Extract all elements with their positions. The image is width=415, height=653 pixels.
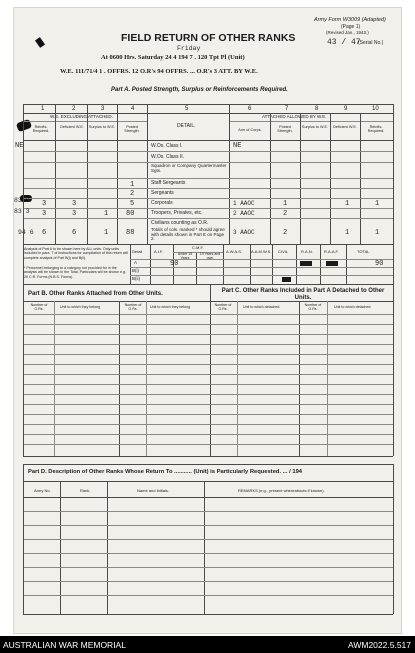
row-detail-ssgt: Staff Sergeants: [151, 180, 186, 186]
part-b-col-2: Unit to which they belong: [60, 305, 101, 309]
margin-mark-1: 83 3: [14, 197, 30, 204]
pte-posted: 80: [126, 210, 135, 218]
left-col-head-3: Surplus to W.E.: [88, 125, 116, 129]
we-excluding-heading: W.E. EXCLUDING ATTACHED.: [50, 114, 113, 119]
analysis-col-raaf: R.A.A.F.: [324, 249, 339, 254]
row-detail-cqms: Squadron or Company Quartermaster Sgts.: [151, 163, 227, 173]
part-b-title: Part B. Other Ranks Attached from Other Units.: [28, 291, 163, 297]
cpl-posted: 5: [130, 200, 135, 208]
col-num-3: 3: [101, 106, 105, 112]
footer-left: AUSTRALIAN WAR MEMORIAL: [3, 640, 126, 650]
serial-label: (Serial No.): [358, 40, 384, 46]
analysis-col-civil: CIVIL: [278, 249, 289, 254]
total-att-deficient: 1: [345, 229, 350, 237]
serial-value: 43 / 47: [327, 38, 361, 47]
typed-day: Friday: [177, 45, 201, 52]
margin-mark-ne: NE: [15, 142, 24, 150]
col-num-1: 1: [41, 106, 45, 112]
total-deficient: 6: [72, 229, 77, 237]
part-c-col-4: Unit to which detached.: [334, 305, 372, 309]
detail-heading: DETAIL.: [177, 123, 196, 129]
analysis-note: Analysis of Part A to be shown here by ALL units. Only units included in para. 7 of instructions for compilation of this return will complete analysis of Part B(i) and B(ii).: [24, 247, 128, 260]
left-col-head-4: Posted Strength.: [124, 125, 140, 133]
part-d-col-name: Name and Initials.: [137, 488, 170, 493]
analysis-row-bi: B(i): [132, 268, 139, 273]
col-num-5: 5: [185, 106, 189, 112]
part-b-col-3: Number of O.Rs.: [124, 303, 142, 311]
footer-right: AWM2022.5.517: [348, 640, 411, 650]
analysis-row-a: A: [134, 260, 138, 265]
analysis-note-2: * Personnel belonging to a category not provided for in the analysis will be shown in the Total. Particulars will be shown e.g. 20 C.R. Forms (N.B.S. Forms).: [24, 266, 127, 279]
part-c-col-2: Unit to which detached.: [243, 305, 281, 309]
analysis-col-ran: R.A.N.: [301, 249, 313, 254]
col-num-6: 6: [248, 106, 252, 112]
pte-deficient: 3: [72, 210, 77, 218]
col-num-9: 9: [344, 106, 348, 112]
col-num-2: 2: [72, 106, 76, 112]
total-arm: 3 AAOC: [233, 229, 255, 236]
analysis-col-detail: Detail: [132, 249, 143, 254]
col-num-10: 10: [372, 106, 379, 112]
total-att-reinf: 1: [375, 229, 380, 237]
margin-mark-3: 94 6: [18, 229, 34, 236]
total-posted: 88: [126, 229, 135, 237]
row-detail-pte: Troopers, Privates, etc.: [151, 210, 203, 216]
analysis-cmf-value: 90: [170, 260, 179, 268]
analysis-row-bii: B(ii): [132, 276, 140, 281]
row-detail-civ: Civilians counting as O.R.: [151, 220, 209, 226]
wo1-arm: NE: [233, 142, 242, 150]
part-c-col-3: Number of O.Rs.: [304, 303, 322, 311]
row-detail-totals: Totals of cols. marked * should agree with details shown in Part E on Page 2.: [151, 227, 225, 241]
left-col-head-1: Reinfts. Required.: [32, 125, 50, 133]
cpl-att-reinf: 1: [375, 200, 380, 208]
row-detail-cpl: Corporals: [151, 200, 173, 206]
part-d-title: Part D. Description of Other Ranks Whose Return To ........... (Unit) is Particularly Requested. ... / 194: [28, 469, 303, 475]
margin-mark-2: 83 3: [14, 208, 30, 215]
right-col-head-4: Deficient W.E.: [333, 125, 357, 129]
analysis-total-value: 90: [375, 260, 384, 268]
sgt-2-posted: 2: [130, 190, 135, 198]
analysis-col-total: TOTAL: [357, 249, 370, 254]
part-a-title: Part A. Posted Strength, Surplus or Reinforcements Required.: [111, 87, 288, 93]
analysis-col-19over: 19 Years and over: [199, 252, 221, 260]
left-col-head-2: Deficient W.E.: [60, 125, 84, 129]
analysis-col-aif: A.I.F.: [154, 249, 164, 254]
page-title: FIELD RETURN OF OTHER RANKS: [121, 32, 296, 44]
sgt-1-posted: 1: [130, 181, 135, 189]
col-num-8: 8: [315, 106, 319, 112]
pte-reinf: 3: [42, 210, 47, 218]
total-surplus: 1: [104, 229, 109, 237]
part-d-col-army-no: Army No.: [34, 488, 51, 493]
redaction-mark-2: [326, 261, 338, 266]
cpl-att-posted: 1: [283, 200, 288, 208]
form-id: Army Form W3009 (Adapted): [314, 17, 386, 23]
pte-surplus: 1: [104, 210, 109, 218]
form-revised: (Revised Jan., 1943.): [326, 30, 369, 35]
form-page: (Page 1): [341, 24, 361, 30]
cpl-arm: 1 AAOC: [233, 200, 255, 207]
row-detail-sgt: Sergeants: [151, 190, 174, 196]
attached-allowed-heading: ATTACHED ALLOWED BY W.E.: [262, 114, 327, 119]
part-d-col-rank: Rank.: [80, 488, 91, 493]
header-line-2: W.E. 111/71/4 1 . OFFRS. 12 O.R's 94 OFFRS. ... O.R's 3 ATT. BY W.E.: [60, 68, 258, 75]
row-detail-wo2: W.Os. Class II.: [151, 154, 185, 160]
total-att-posted: 2: [283, 229, 288, 237]
col-num-4: 4: [131, 106, 135, 112]
analysis-cmf: C.M.F.: [192, 245, 204, 250]
analysis-col-awas: A.W.A.S.: [226, 249, 243, 254]
part-d-col-remarks: REMARKS (e.g., present whereabouts if known).: [238, 488, 325, 493]
analysis-col-aamws: A.A.M.W.S.: [251, 249, 272, 254]
pte-att-posted: 2: [283, 210, 288, 218]
part-b-col-1: Number of O.Rs.: [30, 303, 48, 311]
footer-bar: [0, 636, 415, 653]
pte-arm: 2 AAOC: [233, 210, 255, 217]
redaction-mark-3: [282, 277, 291, 282]
right-col-head-2: Posted Strength.: [277, 125, 293, 133]
part-b-col-4: Unit to which they belong: [150, 305, 191, 309]
header-line-1: At 0600 Hrs. Saturday 24 4 194 7 . 120 Tpt Pl (Unit): [101, 54, 245, 61]
right-col-head-3: Surplus to W.E.: [301, 125, 329, 129]
col-num-7: 7: [285, 106, 289, 112]
part-c-title: Part C. Other Ranks Included in Part A Detached to Other Units.: [221, 288, 385, 302]
total-reinf: 6: [42, 229, 47, 237]
cpl-deficient: 3: [72, 200, 77, 208]
cpl-att-deficient: 1: [345, 200, 350, 208]
right-col-head-1: Arm of Corps.: [238, 128, 262, 132]
redaction-mark-1: [300, 261, 312, 266]
right-col-head-5: Reinfts. Required.: [367, 125, 385, 133]
row-detail-wo1: W.Os. Class I.: [151, 143, 183, 149]
part-c-col-1: Number of O.Rs.: [214, 303, 232, 311]
cpl-reinf: 3: [42, 200, 47, 208]
analysis-col-under19: Under 19 Years: [177, 252, 193, 260]
